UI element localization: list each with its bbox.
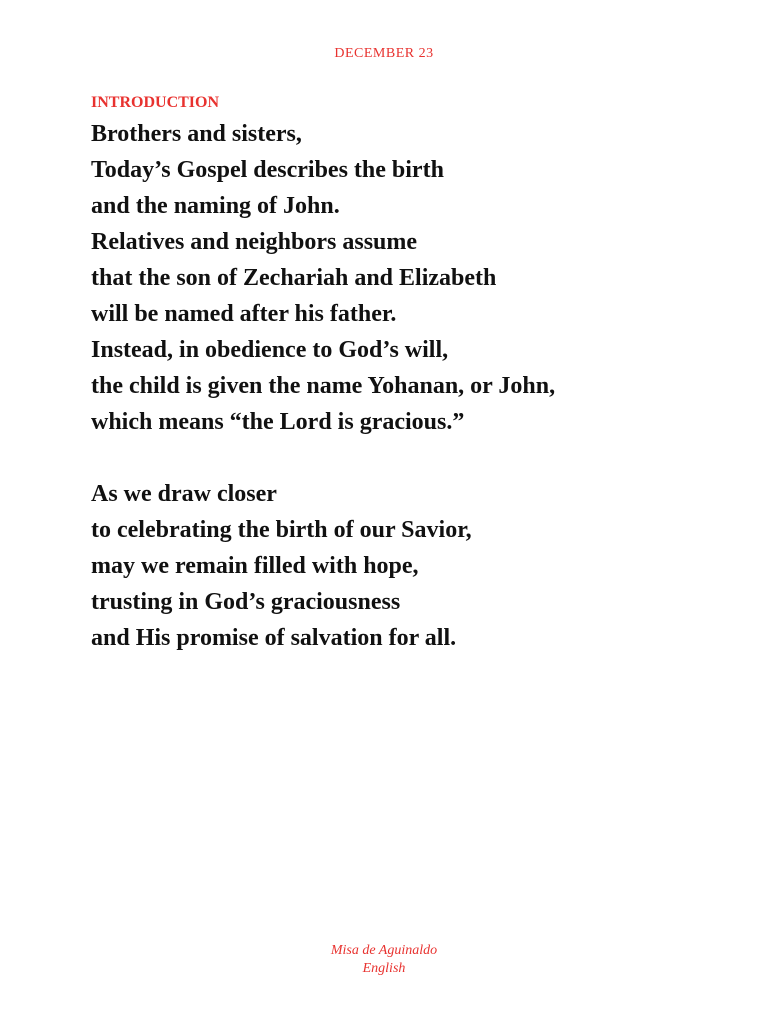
text-line: Instead, in obedience to God’s will, <box>91 337 449 363</box>
page-footer <box>0 942 768 978</box>
text-line: to celebrating the birth of our Savior, <box>91 517 472 543</box>
text-line: the child is given the name Yohanan, or John, <box>91 373 556 399</box>
body-text <box>91 116 731 656</box>
text-line: that the son of Zechariah and Elizabeth <box>91 265 497 291</box>
page-header-date: DECEMBER 23 <box>334 46 434 61</box>
text-line: Relatives and neighbors assume <box>91 229 418 255</box>
section-label: INTRODUCTION <box>91 94 220 111</box>
text-line: As we draw closer <box>91 481 277 507</box>
text-line: and the naming of John. <box>91 193 340 219</box>
text-line: Today’s Gospel describes the birth <box>91 157 444 183</box>
text-line: will be named after his father. <box>91 301 397 327</box>
paragraph-gap <box>91 440 731 476</box>
footer-language: English <box>362 961 406 976</box>
text-line: trusting in God’s graciousness <box>91 589 401 615</box>
text-line: may we remain filled with hope, <box>91 553 419 579</box>
text-line: which means “the Lord is gracious.” <box>91 409 465 435</box>
text-line: and His promise of salvation for all. <box>91 625 457 651</box>
footer-title: Misa de Aguinaldo <box>330 943 438 958</box>
text-line: Brothers and sisters, <box>91 121 302 147</box>
